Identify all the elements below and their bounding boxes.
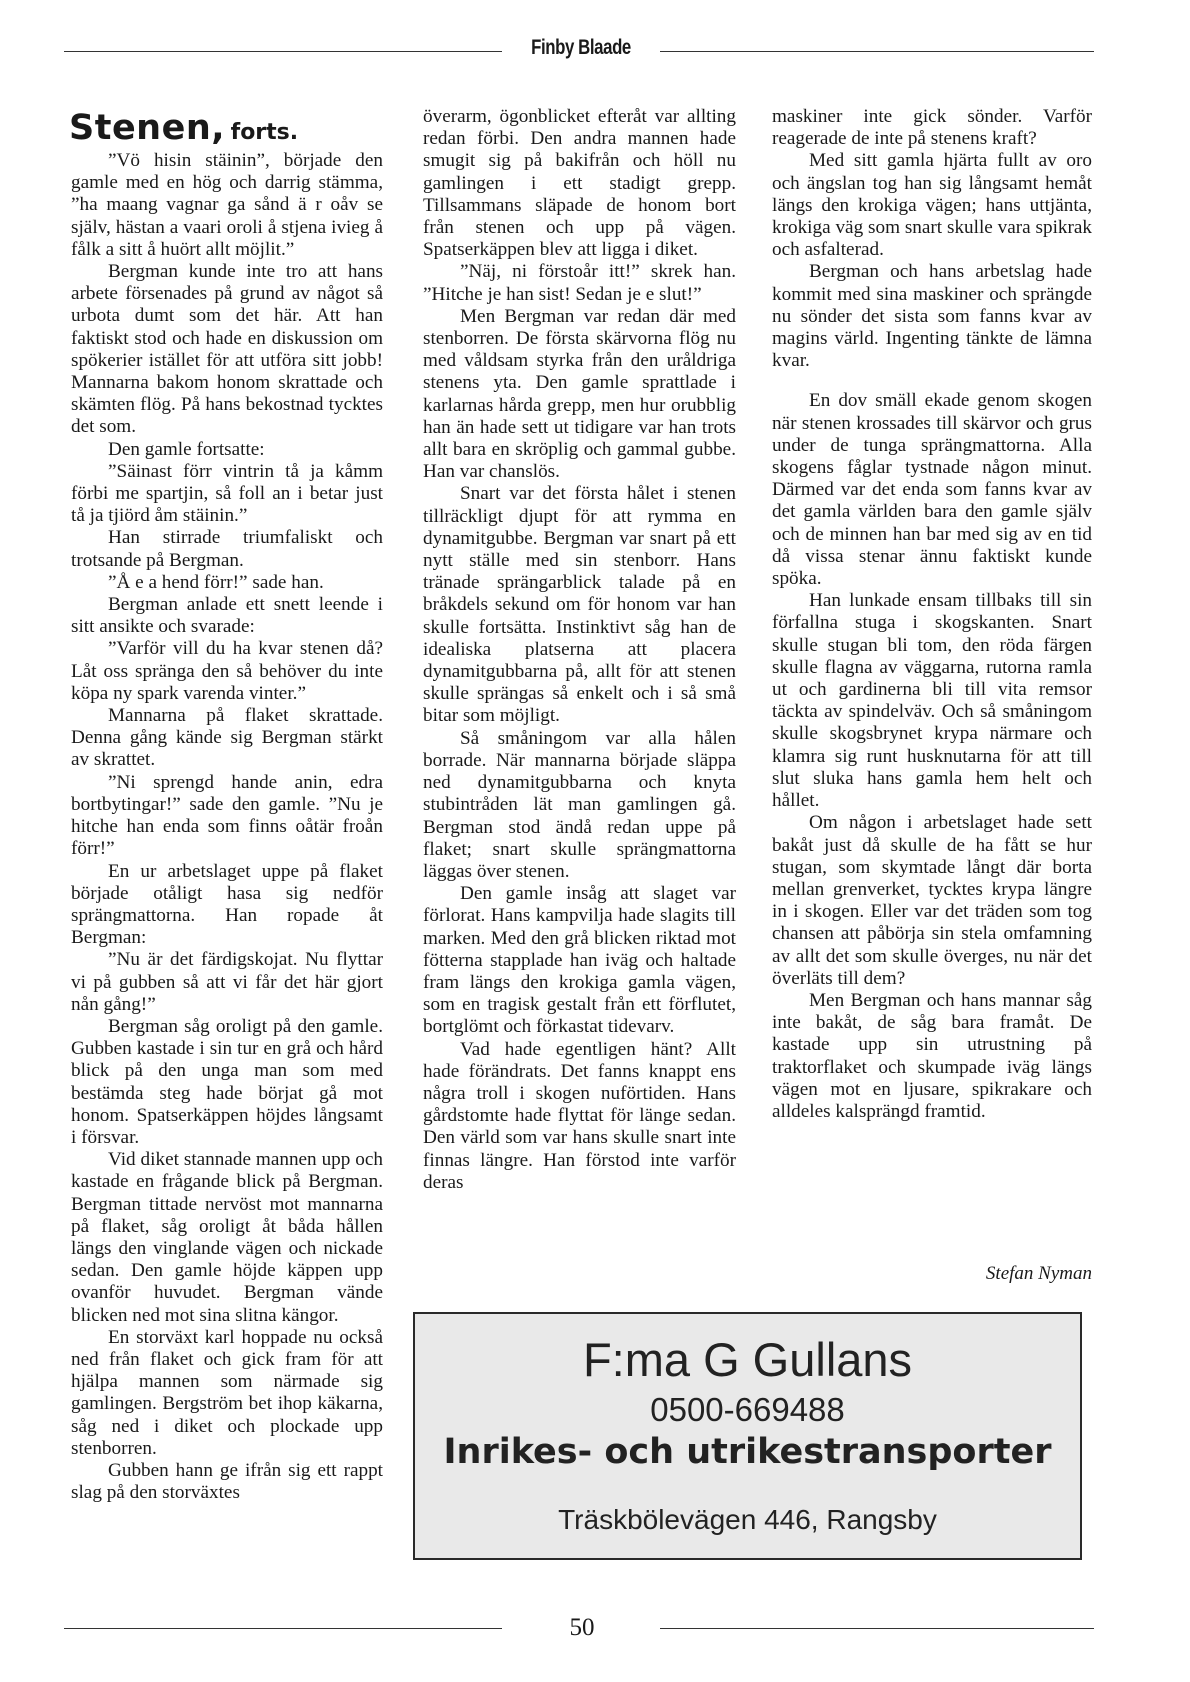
paragraph: Den gamle fortsatte: <box>108 438 265 460</box>
article-title <box>69 108 298 148</box>
paragraph: Bergman anlade ett snett leende i sitt ansikte och svarade: <box>71 594 383 638</box>
header-rule-right <box>660 51 1094 52</box>
paragraph: En storväxt karl hoppade nu också ned från flaket och gick fram för att hjälpa mannen som närmade sig gamlingen. Bergström bet ihop käkarna, såg ned i diket och plockade upp stenborren. <box>71 1326 383 1459</box>
paragraph: Bergman såg oroligt på den gamle. Gubben kastade i sin tur en grå och hård blick på den unga man som med bestämda steg hade börjat gå mot honom. Spatserkäppen höjdes långsamt i försvar. <box>71 1015 383 1148</box>
advertiser-phone: 0500-669488 <box>650 1391 845 1428</box>
paragraph: En dov smäll ekade genom skogen när stenen krossades till skärvor och grus under de tunga sprängmattorna. Alla skogens fåglar tystnade någon minut. Därmed var det enda som fanns kvar av det gamla världen bara den gamle själv och de minnen han bar med sig av en tid då vissa stenar ännu faktiskt kunde spöka. <box>772 390 1092 590</box>
paragraph: ”Vö hisin stäinin”, började den gamle med en hög och darrig stämma, ”ha maang vagnar ga sånd ä r oåv se själv, hästan a vaari oroli å stjena ivieg å fålk a sitt å huört allt möjlit.” <box>71 150 383 260</box>
paragraph: maskiner inte gick sönder. Varför reagerade de inte på stenens kraft? <box>772 106 1092 150</box>
advertisement-box <box>413 1312 1082 1560</box>
article-column-1 <box>71 150 383 1504</box>
advertiser-name: F:ma G Gullans <box>582 1333 913 1386</box>
article-title-main: Stenen, <box>69 108 226 148</box>
paragraph: Den gamle insåg att slaget var förlorat. Hans kampvilja hade slagits till marken. Med den grå blicken riktad mot fötterna stapplade han iväg och haltade fram längs den krokiga gamla vägen, som en tragisk gestalt från ett förflutet, bortglömt och förkastat tidevarv. <box>423 883 736 1038</box>
paragraph: ”Å e a hend förr!” sade han. <box>108 571 324 593</box>
paragraph: överarm, ögonblicket efteråt var allting redan förbi. Den andra mannen hade smugit sig på bakifrån och höll nu gamlingen i ett stadigt grepp. Tillsammans släpade de honom bort från stenen och upp på vägen. Spatserkäppen blev att ligga i diket. <box>423 106 736 261</box>
paragraph: Vid diket stannade mannen upp och kastade en frågande blick på Bergman. Bergman tittade nervöst mot mannarna på flaket, såg oroligt åt båda hållen längs den vinglande vägen och nickade sedan. Den gamle höjde käppen upp ovanför huvudet. Bergman vände blicken ned mot sina slitna kängor. <box>71 1149 383 1326</box>
column-3-section-1 <box>772 150 1092 372</box>
paragraph: Han lunkade ensam tillbaks till sin förfallna stuga i skogskanten. Snart skulle stugan bli tom, den röda färgen skulle flagna av väggarna, rutorna ramla ut och gardinerna bli till vita remsor täckta av spindelväv. Och så småningom skulle skogsbrynet krypa närmare och klamra sig runt husknutarna för att till slut sluka hans gamla hem helt och hållet. <box>772 590 1092 812</box>
paragraph: Med sitt gamla hjärta fullt av oro och ängslan tog han sig långsamt hemåt längs den krokiga vägen; hans uttjänta, krokiga väg som snart skulle vara spikrak och asfalterad. <box>772 150 1092 261</box>
page-number: 50 <box>569 1614 595 1641</box>
paragraph: ”Ni sprengd hande anin, edra bortbytingar!” sade den gamle. ”Nu je hitche han enda som finns oåtär froån förr!” <box>71 771 383 860</box>
paragraph: Bergman och hans arbetslag hade kommit med sina maskiner och sprängde nu sönder det sista som fanns kvar av magins värld. Ingenting tänkte de lämna kvar. <box>772 261 1092 372</box>
paragraph: Gubben hann ge ifrån sig ett rappt slag på den storväxtes <box>71 1459 383 1504</box>
header-rule-left <box>64 51 502 52</box>
publication-title: Finby Blaade <box>531 36 631 59</box>
paragraph: ”Nu är det färdigskojat. Nu flyttar vi på gubben så att vi får det här gjort nån gång!” <box>71 949 383 1015</box>
paragraph: Mannarna på flaket skrattade. Denna gång kände sig Bergman stärkt av skrattet. <box>71 705 383 771</box>
article-column-2 <box>423 106 736 1194</box>
paragraph: En ur arbetslaget uppe på flaket började otåligt hasa sig nedför sprängmattorna. Han ropade åt Bergman: <box>71 860 383 949</box>
author-byline: Stefan Nyman <box>985 1263 1092 1284</box>
paragraph: Han stirrade triumfaliskt och trotsande på Bergman. <box>71 527 383 571</box>
paragraph: Men Bergman var redan där med stenborren. De första skärvorna flög nu med våldsam styrka från den uråldriga stenens yta. Den gamle sprattlade i karlarnas hårda grepp, men hur orubblig han än hade sett ut tidigare var han trots allt bara en skröplig och gammal gubbe. Han var chanslös. <box>423 305 736 483</box>
paragraph: Vad hade egentligen hänt? Allt hade förändrats. Det fanns knappt ens några troll i skogen nuförtiden. Hans gårdstomte hade flyttat för länge sedan. Den värld som var hans skulle snart inte finnas längre. Han förstod inte varför deras <box>423 1038 736 1193</box>
article-column-3 <box>772 106 1092 1123</box>
advertiser-address: Träskbölevägen 446, Rangsby <box>558 1504 937 1535</box>
advertiser-tagline: Inrikes- och utrikestransporter <box>443 1432 1052 1472</box>
footer-rule-right <box>660 1628 1094 1629</box>
column-3-section-2 <box>772 390 1092 1123</box>
paragraph: Men Bergman och hans mannar såg inte bakåt, de såg bara framåt. De kastade upp sin utrustning på traktorflaket och skumpade iväg längs vägen mot en ljusare, spikrakare och alldeles kalsprängd framtid. <box>772 989 1092 1122</box>
paragraph: Snart var det första hålet i stenen tillräckligt djupt för att rymma en dynamitgubbe. Bergman var snart på ett nytt ställe med sin stenborr. Hans tränade sprängarblick talade på en bråkdels sekund om för honom var han skulle fortsätta. Instinktivt såg han de idealiska platserna att placera dynamitgubbarna på, allt för att stenen skulle sprängas så enkelt och i så små bitar som möjligt. <box>423 483 736 727</box>
paragraph: Så småningom var alla hålen borrade. När mannarna började släppa ned dynamitgubbarna och knyta stubintråden lät man gamlingen gå. Bergman stod ändå redan uppe på flaket; snart skulle sprängmattorna läggas över stenen. <box>423 727 736 882</box>
article-title-suffix: forts. <box>230 120 299 145</box>
paragraph: ”Näj, ni förstoår itt!” skrek han. ”Hitche je han sist! Sedan je e slut!” <box>423 261 736 305</box>
paragraph: ”Varför vill du ha kvar stenen då? Låt oss spränga den så behöver du inte köpa ny spark varenda vinter.” <box>71 638 383 704</box>
paragraph: ”Säinast förr vintrin tå ja kåmm förbi me spartjin, så foll an i betar just tå ja tjiörd åm stäinin.” <box>71 460 383 527</box>
footer-rule-left <box>64 1628 502 1629</box>
paragraph: Bergman kunde inte tro att hans arbete försenades på grund av något så urbota dumt som det här. Att han faktiskt stod och hade en diskussion om spökerier istället för att utföra sitt jobb! Mannarna bakom honom skrattade och skämten flög. På hans bekostnad tycktes det som. <box>71 261 383 438</box>
paragraph: Om någon i arbetslaget hade sett bakåt just då skulle de ha fått se hur stugan, som skymtade långt där borta mellan grenverket, tycktes krypa längre in i skogen. Eller var det träden som tog chansen att påbörja sin stela omfamning av allt det som skulle överges, nu när det överläts till dem? <box>772 812 1092 989</box>
